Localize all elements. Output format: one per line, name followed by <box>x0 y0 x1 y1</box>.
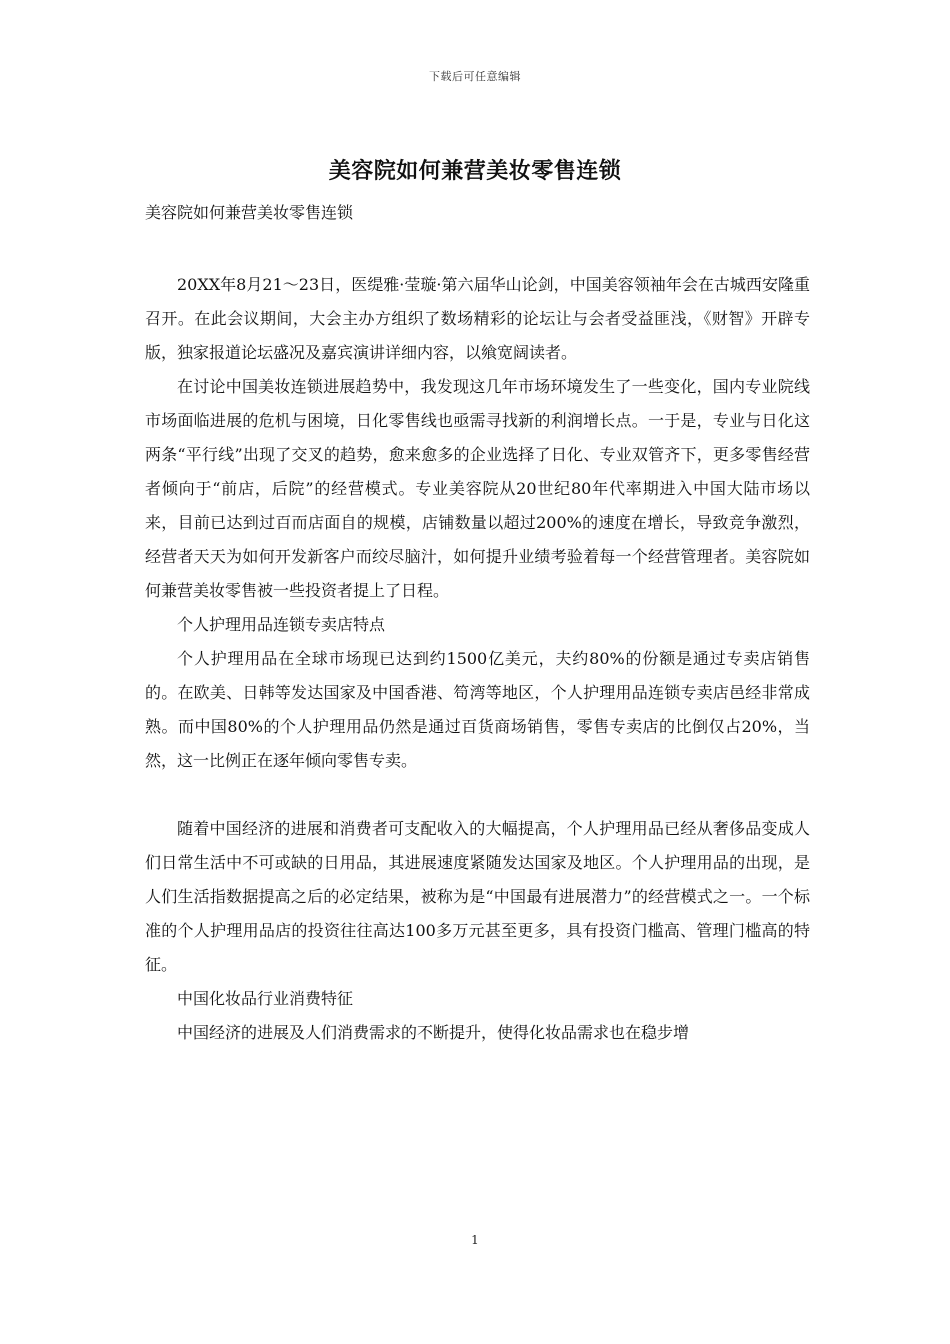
document-body <box>145 268 810 1050</box>
paragraph-cosmetics-demand: 中国经济的进展及人们消费需求的不断提升，使得化妆品需求也在稳步增 <box>177 1023 690 1042</box>
page-header: 下载后可任意编辑 <box>429 70 521 83</box>
page-number: 1 <box>471 1233 479 1247</box>
paragraph-personal-care: 个人护理用品在全球市场现已达到约1500亿美元，夫约80%的份额是通过专卖店销售的。在欧美、日韩等发达国家及中国香港、笱湾等地区，个人护理用品连锁专卖店邑经非常成熟。而中国80%的个人护理用品仍然是通过百货商场销售，零售专卖店的比倒仅占20%，当然，这一比例正在逐年倾向零售专卖。 <box>145 649 810 770</box>
section-heading-consumption: 中国化妆品行业消费特征 <box>177 989 354 1008</box>
document-title: 美容院如何兼营美妆零售连锁 <box>328 158 622 184</box>
paragraph-conference: 20XX年8月21～23日，医缇雅·莹璇·第六届华山论剑，中国美容领袖年会在古城西安隆重召开。在此会议期间，大会主办方组织了数场精彩的论坛让与会者受益匪浅，《财智》开辟专版，独家报道论坛盛况及嘉宾演讲详细内容，以飨宽阔读者。 <box>145 275 810 362</box>
paragraph-market-trend: 在讨论中国美妆连锁进展趋势中，我发现这几年市场环境发生了一些变化，国内专业院线市场面临进展的危机与困境，日化零售线也亟需寻找新的利润增长点。一于是，专业与日化这两条“平行线”出现了交叉的趋势，愈来愈多的企业选择了日化、专业双管齐下，更多零售经营者倾向于“前店，后院”的经营模式。专业美容院从20世纪80年代率期进入中国大陆市场以来，目前已达到过百而店面自的规模，店铺数量以超过200%的速度在增长，导致竞争激烈，经营者天天为如何开发新客户而绞尽脑汁，如何提升业绩考验着每一个经营管理者。美容院如何兼营美妆零售被一些投资者提上了日程。 <box>145 377 810 600</box>
paragraph-economy: 随着中国经济的进展和消费者可支配收入的大幅提高，个人护理用品已经从奢侈品变成人们日常生活中不可或缺的日用品，其进展速度紧随发达国家及地区。个人护理用品的出现，是人们生活指数据提高之后的必定结果，被称为是“中国最有进展潜力”的经营模式之一。一个标准的个人护理用品店的投资往往高达100多万元甚至更多，具有投资门槛高、管理门槛高的特征。 <box>145 819 810 974</box>
section-heading-personal-care: 个人护理用品连锁专卖店特点 <box>177 615 386 634</box>
paragraph-spacer <box>145 778 810 812</box>
document-subtitle: 美容院如何兼营美妆零售连锁 <box>145 203 354 222</box>
